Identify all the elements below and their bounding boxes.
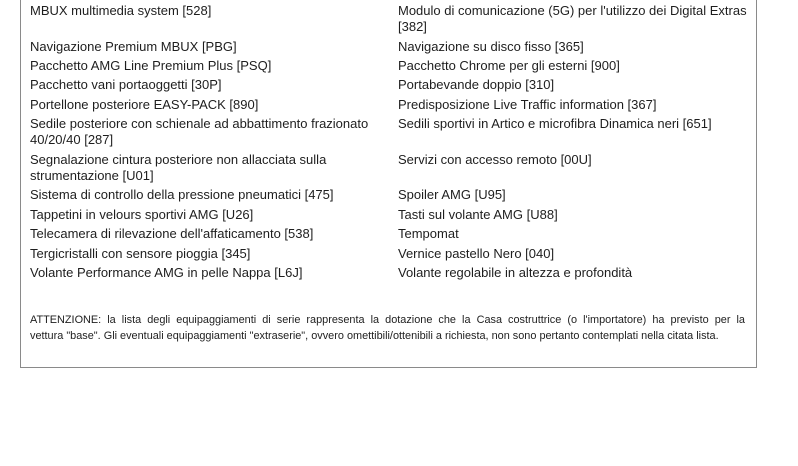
equipment-item-left: Segnalazione cintura posteriore non allacciata sulla strumentazione [U01] [30,151,327,183]
equipment-item-right: Portabevande doppio [310] [398,77,555,93]
equipment-item-right: Modulo di comunicazione (5G) per l'utilizzo dei Digital Extras [382] [398,3,747,35]
equipment-item-right: Pacchetto Chrome per gli esterni [900] [398,57,620,73]
equipment-item-left: Pacchetto vani portaoggetti [30P] [30,77,222,93]
equipment-item-right: Navigazione su disco fisso [365] [398,38,584,54]
equipment-item-left: Sedile posteriore con schienale ad abbattimento frazionato 40/20/40 [287] [30,116,369,148]
equipment-row [30,187,750,203]
equipment-row [30,265,750,281]
equipment-row [30,246,750,262]
equipment-item-left: Tergicristalli con sensore pioggia [345] [30,245,251,261]
equipment-row [30,77,750,93]
equipment-item-right: Spoiler AMG [U95] [398,187,506,203]
equipment-item-right: Sedili sportivi in Artico e microfibra Dinamica neri [651] [398,116,712,132]
equipment-item-left: Volante Performance AMG in pelle Nappa [L6J] [30,264,303,280]
equipment-row [30,3,750,35]
notice-line: ATTENZIONE: la lista degli equipaggiamenti di serie rappresenta la dotazione che la Casa costruttrice (o l'importatore) ha previsto per la [30,314,745,327]
equipment-item-left: Sistema di controllo della pressione pneumatici [475] [30,187,334,203]
equipment-item-right: Volante regolabile in altezza e profondità [398,264,633,280]
equipment-row [30,226,750,242]
equipment-item-right: Predisposizione Live Traffic information [367] [398,96,657,112]
equipment-item-left: Navigazione Premium MBUX [PBG] [30,38,237,54]
equipment-item-right: Vernice pastello Nero [040] [398,245,555,261]
equipment-row [30,97,750,113]
equipment-list [21,0,756,281]
equipment-item-right: Tasti sul volante AMG [U88] [398,206,558,222]
equipment-row [30,207,750,223]
equipment-item-right: Tempomat [398,226,459,242]
equipment-item-left: Portellone posteriore EASY-PACK [890] [30,96,259,112]
equipment-item-left: Pacchetto AMG Line Premium Plus [PSQ] [30,57,272,73]
equipment-item-left: Telecamera di rilevazione dell'affaticamento [538] [30,226,314,242]
equipment-row [30,152,750,184]
equipment-item-right: Servizi con accesso remoto [00U] [398,151,592,167]
equipment-document-frame [20,0,757,368]
notice-line: vettura "base". Gli eventuali equipaggiamenti "extraserie", ovvero omettibili/ottenibili a richiesta, non sono pertanto contemplati nella citata lista. [30,330,719,343]
equipment-item-left: MBUX multimedia system [528] [30,3,212,18]
equipment-row [30,58,750,74]
equipment-item-left: Tappetini in velours sportivi AMG [U26] [30,206,254,222]
equipment-row [30,39,750,55]
notice-paragraph [30,312,745,344]
equipment-row [30,116,750,148]
